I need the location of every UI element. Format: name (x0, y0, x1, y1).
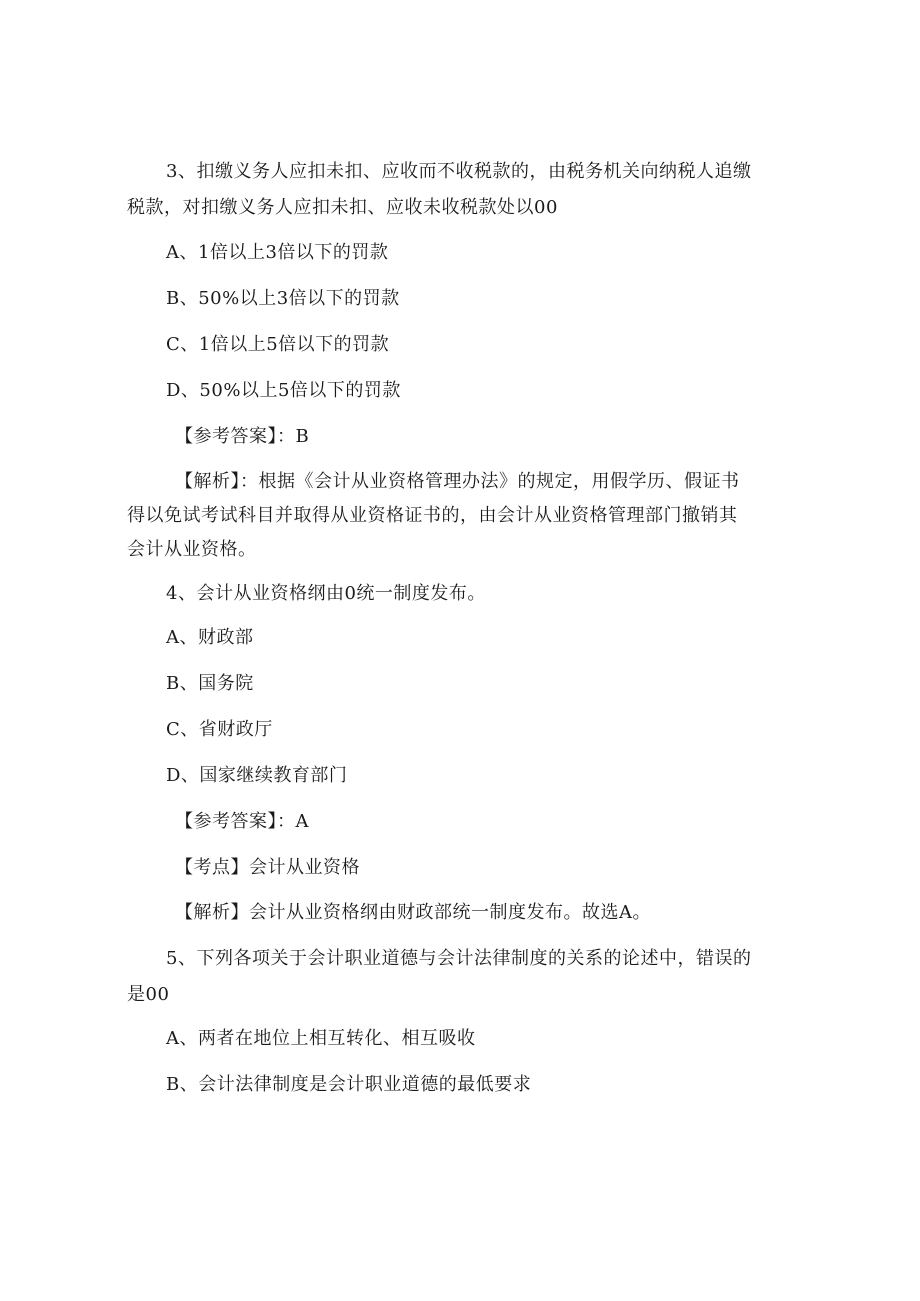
q3-stem-line-2: 税款，对扣缴义务人应扣未扣、应收未收税款处以00 (127, 197, 558, 218)
q5-option-a: A、两者在地位上相互转化、相互吸收 (166, 1028, 476, 1049)
q5-stem-line-1: 5、下列各项关于会计职业道德与会计法律制度的关系的论述中，错误的 (166, 948, 752, 969)
q4-analysis: 【解析】会计从业资格纲由财政部统一制度发布。故选A。 (175, 902, 651, 923)
q3-stem-line-1: 3、扣缴义务人应扣未扣、应收而不收税款的，由税务机关向纳税人追缴 (166, 161, 752, 182)
q4-option-b: B、国务院 (166, 673, 254, 694)
q4-point: 【考点】会计从业资格 (175, 857, 360, 878)
q4-option-c: C、省财政厅 (166, 719, 273, 740)
q3-option-a: A、1倍以上3倍以下的罚款 (166, 242, 389, 263)
q3-analysis-line-3: 会计从业资格。 (127, 539, 257, 560)
q3-option-b: B、50%以上3倍以下的罚款 (166, 288, 400, 309)
q5-option-b: B、会计法律制度是会计职业道德的最低要求 (166, 1074, 532, 1095)
q3-option-d: D、50%以上5倍以下的罚款 (166, 380, 401, 401)
q3-answer: 【参考答案】：B (175, 426, 310, 447)
q4-option-d: D、国家继续教育部门 (166, 765, 348, 786)
q3-analysis-line-1: 【解析】：根据《会计从业资格管理办法》的规定，用假学历、假证书 (175, 471, 740, 492)
q4-stem: 4、会计从业资格纲由0统一制度发布。 (166, 583, 486, 604)
q3-analysis-line-2: 得以免试考试科目并取得从业资格证书的，由会计从业资格管理部门撤销其 (127, 505, 738, 526)
q3-option-c: C、1倍以上5倍以下的罚款 (166, 334, 390, 355)
q4-option-a: A、财政部 (166, 627, 254, 648)
q5-stem-line-2: 是00 (127, 984, 170, 1005)
q4-answer: 【参考答案】：A (175, 811, 309, 832)
